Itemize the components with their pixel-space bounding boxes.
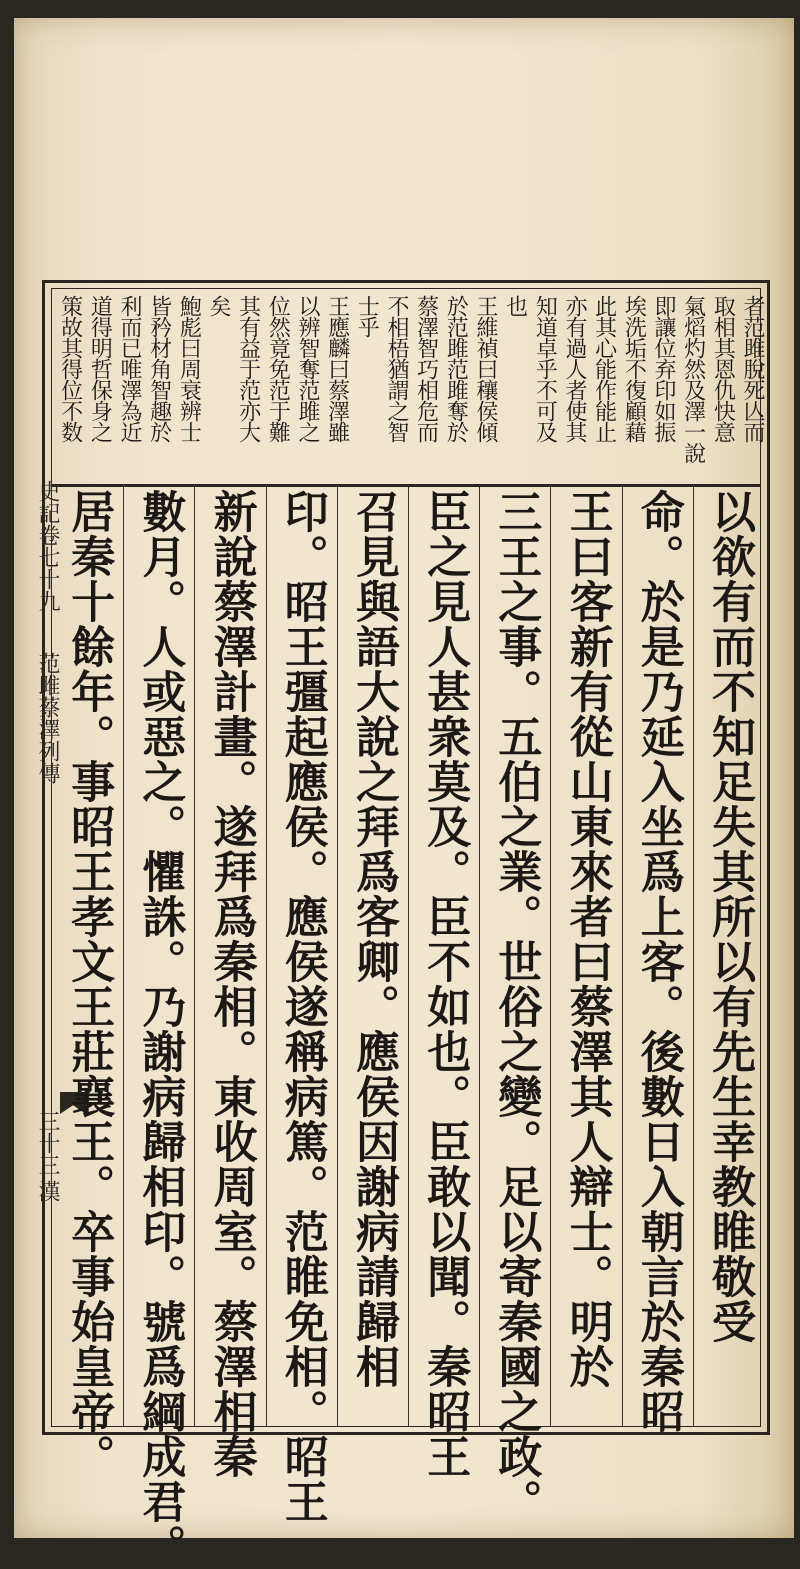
column-rule (550, 487, 551, 1426)
column-rule (266, 487, 267, 1426)
commentary-column: 取相其恩仇快意 (710, 295, 736, 442)
commentary-column: 者范雎脫死亾而 (739, 295, 765, 442)
commentary-column: 即讓位弃印如振 (650, 295, 676, 442)
commentary-column: 士乎 (354, 295, 380, 337)
margin-chapter-title: 范雎蔡澤列傳 (35, 652, 60, 784)
commentary-column: 埃洗垢不復顧藉 (621, 295, 647, 442)
book-page (14, 18, 794, 1569)
main-text-column: 數月。人或惡之。懼誅。乃謝病歸相印。號爲綱成君。 (134, 489, 186, 1569)
main-text-column: 新說蔡澤計畫。遂拜爲秦相。東收周室。蔡澤相秦 (205, 489, 257, 1479)
commentary-column: 道得明哲保身之 (87, 295, 113, 442)
commentary-column: 於范雎范雎奪於 (443, 295, 469, 442)
column-rule (693, 487, 694, 1426)
commentary-column: 策故其得位不数 (57, 295, 83, 442)
commentary-column: 王維禎曰穰侯傾 (472, 295, 498, 442)
commentary-column: 其有益于范亦大 (235, 295, 261, 442)
commentary-column: 王應麟曰蔡澤雖 (324, 295, 350, 442)
commentary-column: 也 (502, 295, 528, 316)
column-rule (479, 487, 480, 1426)
commentary-column: 以辨智奪范雎之 (294, 295, 320, 442)
main-text-column: 命。於是乃延入坐爲上客。後數日入朝言於秦昭 (632, 489, 684, 1434)
commentary-column: 此其心能作能止 (591, 295, 617, 442)
margin-book-title: 史記卷七十九 (35, 480, 60, 612)
main-text-area (52, 289, 760, 1569)
text-frame-inner (51, 288, 765, 1569)
column-rule (408, 487, 409, 1426)
commentary-column: 利而已唯澤為近 (116, 295, 142, 442)
main-text-column: 王曰客新有從山東來者曰蔡澤其人辯士。明於 (561, 489, 613, 1389)
commentary-column: 蔡澤智巧相危而 (413, 295, 439, 442)
commentary-column: 鮑彪曰周衰辨士 (176, 295, 202, 442)
main-text-column: 印。昭王彊起應侯。應侯遂稱病篤。范睢免相。昭王 (276, 489, 328, 1524)
commentary-column: 亦有過人者使其 (561, 295, 587, 442)
commentary-column: 不相梧猶謂之智 (383, 295, 409, 442)
margin-page-number: 三十三 (35, 1110, 60, 1176)
margin-edition: 漢 (35, 1180, 60, 1202)
main-text-column: 召見與語大說之拜爲客卿。應侯因謝病請歸相 (347, 489, 399, 1389)
column-rule (123, 487, 124, 1426)
main-text-column: 三王之事。五伯之業。世俗之變。足以寄秦國之政。 (490, 489, 542, 1524)
column-rule (337, 487, 338, 1426)
column-rule (622, 487, 623, 1426)
commentary-column: 矣 (205, 295, 231, 316)
main-text-column: 臣之見人甚衆莫及。臣不如也。臣敢以聞。秦昭王 (419, 489, 471, 1479)
commentary-column: 位然竟免范于難 (265, 295, 291, 442)
column-rule (194, 487, 195, 1426)
commentary-column: 氣熖灼然及澤一說 (680, 295, 706, 463)
main-text-column: 居秦十餘年。事昭王孝文王莊襄王。卒事始皇帝。 (63, 489, 115, 1479)
main-text-column: 以欲有而不知足失其所以有先生幸教睢敬受 (703, 489, 755, 1344)
commentary-column: 皆矜材角智趣於 (146, 295, 172, 442)
commentary-column: 知道卓乎不可及 (532, 295, 558, 442)
text-frame (42, 280, 770, 1569)
